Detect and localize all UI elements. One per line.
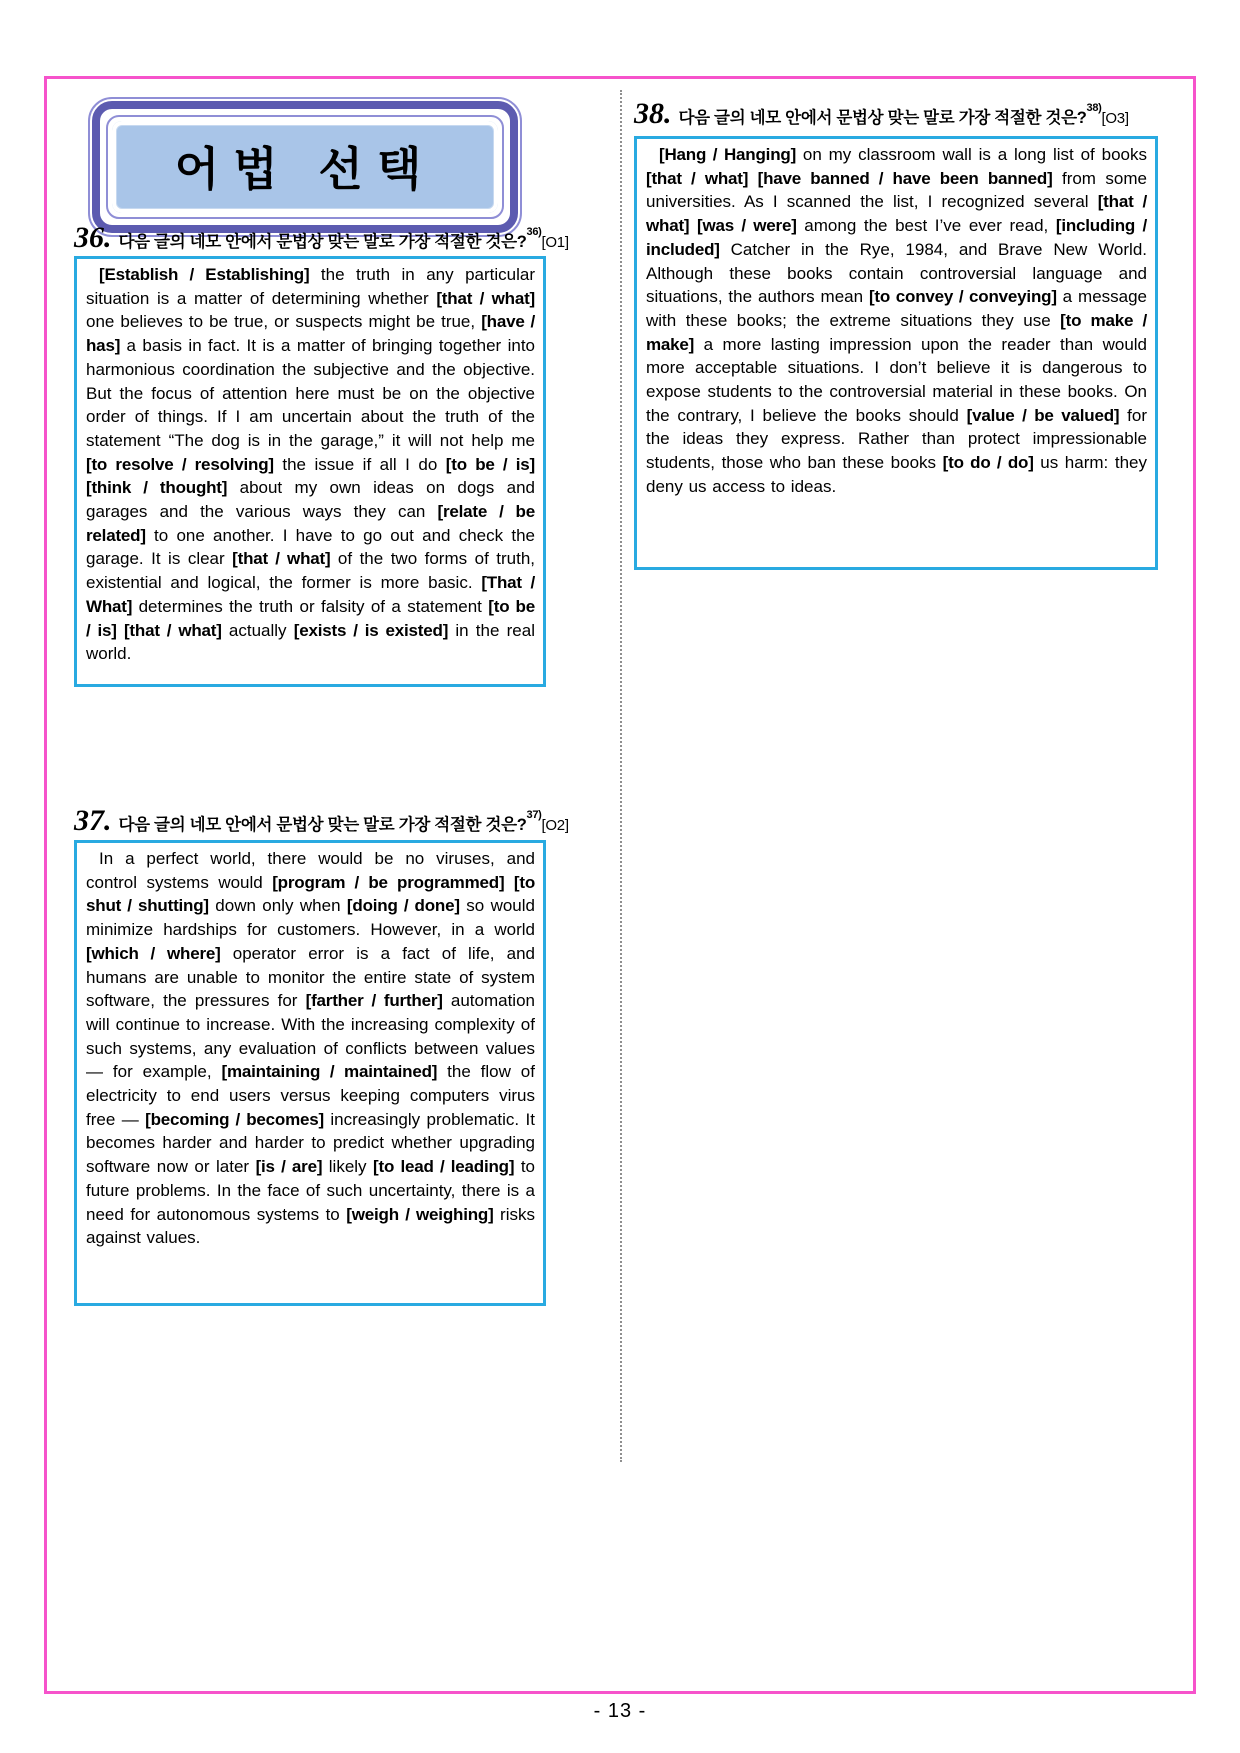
title-border-thick (92, 101, 518, 233)
question-38-footnote-ref: 38) (1086, 101, 1102, 114)
question-38-passage-text: [Hang / Hanging] on my classroom wall is a long list of books [that / what] [have banned / have been banned] from some universities. As I scanned the list, I recognized several [that / what] [was / were] among the best I’ve ever read, [including / included] Catcher in the Rye, 1984, and Brave New World. Although these books contain controversial language and situations, the authors mean [to convey / conveying] a message with these books; the extreme situations they use [to make / make] a more lasting impression upon the reader than would more acceptable situations. I don’t believe it is dangerous to expose students to the controversial material in these books. On the contrary, I believe the books should [value / be valued] for the ideas they express. Rather than protect impressionable students, those who ban these books [to do / do] us harm: they deny us access to ideas. (646, 145, 1148, 496)
question-38-number: 38. (634, 97, 672, 130)
question-36-header (74, 221, 569, 254)
question-37-prompt (118, 808, 569, 835)
question-36-passage-text: [Establish / Establishing] the truth in any particular situation is a matter of determining whether [that / what] one believes to be true, or suspects might be true, [have / has] a basis in fact. It is a matter of bringing together into harmonious coordination the subjective and the objective. But the focus of attention here must be on the objective order of things. If I am uncertain about the truth of the statement “The dog is in the garage,” it will not help me [to resolve / resolving] the issue if all I do [to be / is] [think / thought] about my own ideas on dogs and garages and the various ways they can [relate / be related] to one another. I have to go out and check the garage. It is clear [that / what] of the two forms of truth, existential and logical, the former is more basic. [That / What] determines the truth or falsity of a statement [to be / is] [that / what] actually [exists / is existed] in the real world. (86, 265, 536, 664)
question-37-tag: [O2] (541, 817, 569, 834)
page-number: - 13 - (593, 1700, 647, 1722)
question-37-prompt-text: 다음 글의 네모 안에서 문법상 맞는 말로 가장 적절한 것은? (118, 816, 527, 834)
column-divider (620, 90, 622, 1462)
question-37-number: 37. (74, 804, 112, 837)
question-36-footnote-ref: 36) (526, 225, 542, 238)
question-38-passage-box (634, 136, 1158, 570)
question-37-passage-box (74, 840, 546, 1306)
question-37-passage-text: In a perfect world, there would be no viruses, and control systems would [program / be programmed] [to shut / shutting] down only when [doing / done] so would minimize hardships for customers. However, in a world [which / where] operator error is a fact of life, and humans are unable to monitor the entire state of system software, the pressures for [farther / further] automation will continue to increase. With the increasing complexity of such systems, any evaluation of conflicts between values — for example, [maintaining / maintained] the flow of electricity to end users versus keeping computers virus free — [becoming / becomes] increasingly problematic. It becomes harder and harder to predict whether upgrading software now or later [is / are] likely [to lead / leading] to future problems. In the face of such uncertainty, there is a need for autonomous systems to [weigh / weighing] risks against values. (86, 849, 535, 1248)
title-border-outer (88, 97, 522, 237)
question-38-prompt-text: 다음 글의 네모 안에서 문법상 맞는 말로 가장 적절한 것은? (678, 109, 1087, 127)
title-fill (112, 121, 498, 213)
question-37-header (74, 804, 569, 837)
question-36-number: 36. (74, 221, 112, 254)
question-36-passage-box (74, 256, 546, 687)
page-title: 어법 선택 (174, 143, 436, 195)
question-38-tag: [O3] (1101, 110, 1129, 127)
title-border-inner (106, 115, 504, 219)
question-38-header (634, 99, 1160, 129)
question-36-tag: [O1] (541, 234, 569, 251)
question-37-footnote-ref: 37) (526, 808, 542, 821)
question-38-prompt (678, 101, 1129, 128)
title-banner (88, 97, 522, 237)
question-36-prompt (118, 225, 569, 252)
question-36-prompt-text: 다음 글의 네모 안에서 문법상 맞는 말로 가장 적절한 것은? (118, 233, 527, 251)
